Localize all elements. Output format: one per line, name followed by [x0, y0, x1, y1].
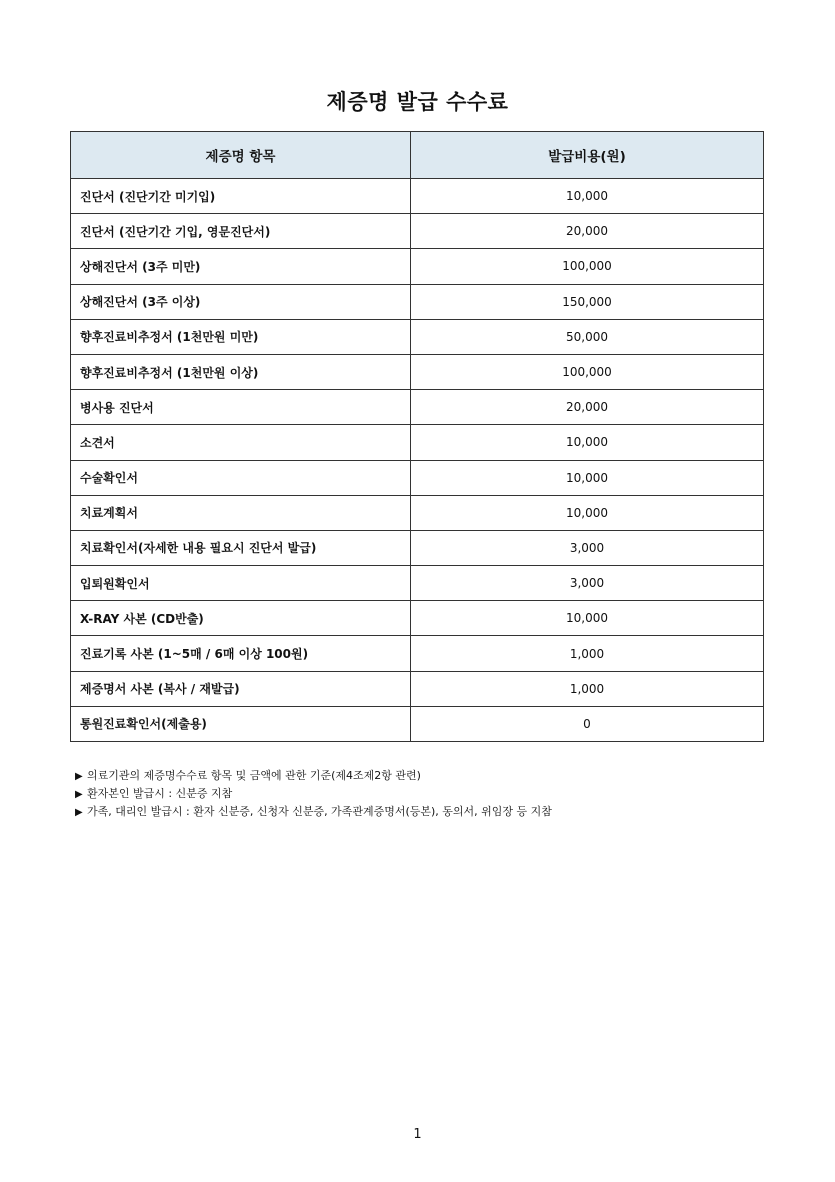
item-cell: 통원진료확인서(제출용) [71, 706, 411, 741]
cost-cell: 10,000 [411, 460, 764, 495]
item-cell: 진단서 (진단기간 미기입) [71, 179, 411, 214]
table-row [71, 460, 764, 495]
item-cell: 진료기록 사본 (1~5매 / 6매 이상 100원) [71, 636, 411, 671]
item-cell: 병사용 진단서 [71, 390, 411, 425]
cost-cell: 150,000 [411, 284, 764, 319]
table-row [71, 566, 764, 601]
item-cell: 치료확인서(자세한 내용 필요시 진단서 발급) [71, 530, 411, 565]
table-row [71, 671, 764, 706]
triangle-bullet-icon: ▶ [75, 771, 83, 782]
item-cell: X-RAY 사본 (CD반출) [71, 601, 411, 636]
page-number: 1 [413, 1127, 422, 1142]
item-cell: 향후진료비추정서 (1천만원 이상) [71, 354, 411, 389]
cost-cell: 10,000 [411, 495, 764, 530]
note-text: 환자본인 발급시 : 신분증 지참 [87, 787, 233, 800]
cost-cell: 1,000 [411, 636, 764, 671]
cost-cell: 20,000 [411, 214, 764, 249]
triangle-bullet-icon: ▶ [75, 807, 83, 818]
cost-cell: 50,000 [411, 319, 764, 354]
notes [75, 767, 552, 821]
header-cost: 발급비용(원) [411, 132, 764, 179]
table-row [71, 706, 764, 741]
cost-cell: 20,000 [411, 390, 764, 425]
table-row [71, 601, 764, 636]
page-title: 제증명 발급 수수료 [326, 90, 509, 114]
note-text: 의료기관의 제증명수수료 항목 및 금액에 관한 기준(제4조제2항 관련) [87, 769, 421, 782]
cost-cell: 0 [411, 706, 764, 741]
table-row [71, 249, 764, 284]
table-row [71, 319, 764, 354]
cost-cell: 1,000 [411, 671, 764, 706]
cost-cell: 3,000 [411, 566, 764, 601]
item-cell: 상해진단서 (3주 미만) [71, 249, 411, 284]
note-text: 가족, 대리인 발급시 : 환자 신분증, 신청자 신분증, 가족관계증명서(등본), 동의서, 위임장 등 지참 [87, 805, 552, 818]
item-cell: 소견서 [71, 425, 411, 460]
item-cell: 제증명서 사본 (복사 / 재발급) [71, 671, 411, 706]
note-item [75, 767, 552, 785]
item-cell: 치료계획서 [71, 495, 411, 530]
note-item [75, 803, 552, 821]
table-row [71, 214, 764, 249]
table-row [71, 284, 764, 319]
table-row [71, 354, 764, 389]
cost-cell: 3,000 [411, 530, 764, 565]
item-cell: 상해진단서 (3주 이상) [71, 284, 411, 319]
table-row [71, 636, 764, 671]
cost-cell: 100,000 [411, 354, 764, 389]
cost-cell: 10,000 [411, 179, 764, 214]
table-row [71, 530, 764, 565]
item-cell: 입퇴원확인서 [71, 566, 411, 601]
cost-cell: 10,000 [411, 601, 764, 636]
table-row [71, 179, 764, 214]
fee-table [70, 131, 764, 742]
triangle-bullet-icon: ▶ [75, 789, 83, 800]
cost-cell: 10,000 [411, 425, 764, 460]
table-row [71, 390, 764, 425]
item-cell: 향후진료비추정서 (1천만원 미만) [71, 319, 411, 354]
table-row [71, 495, 764, 530]
note-item [75, 785, 552, 803]
item-cell: 수술확인서 [71, 460, 411, 495]
header-item: 제증명 항목 [71, 132, 411, 179]
cost-cell: 100,000 [411, 249, 764, 284]
item-cell: 진단서 (진단기간 기입, 영문진단서) [71, 214, 411, 249]
table-header-row [71, 132, 764, 179]
table-row [71, 425, 764, 460]
